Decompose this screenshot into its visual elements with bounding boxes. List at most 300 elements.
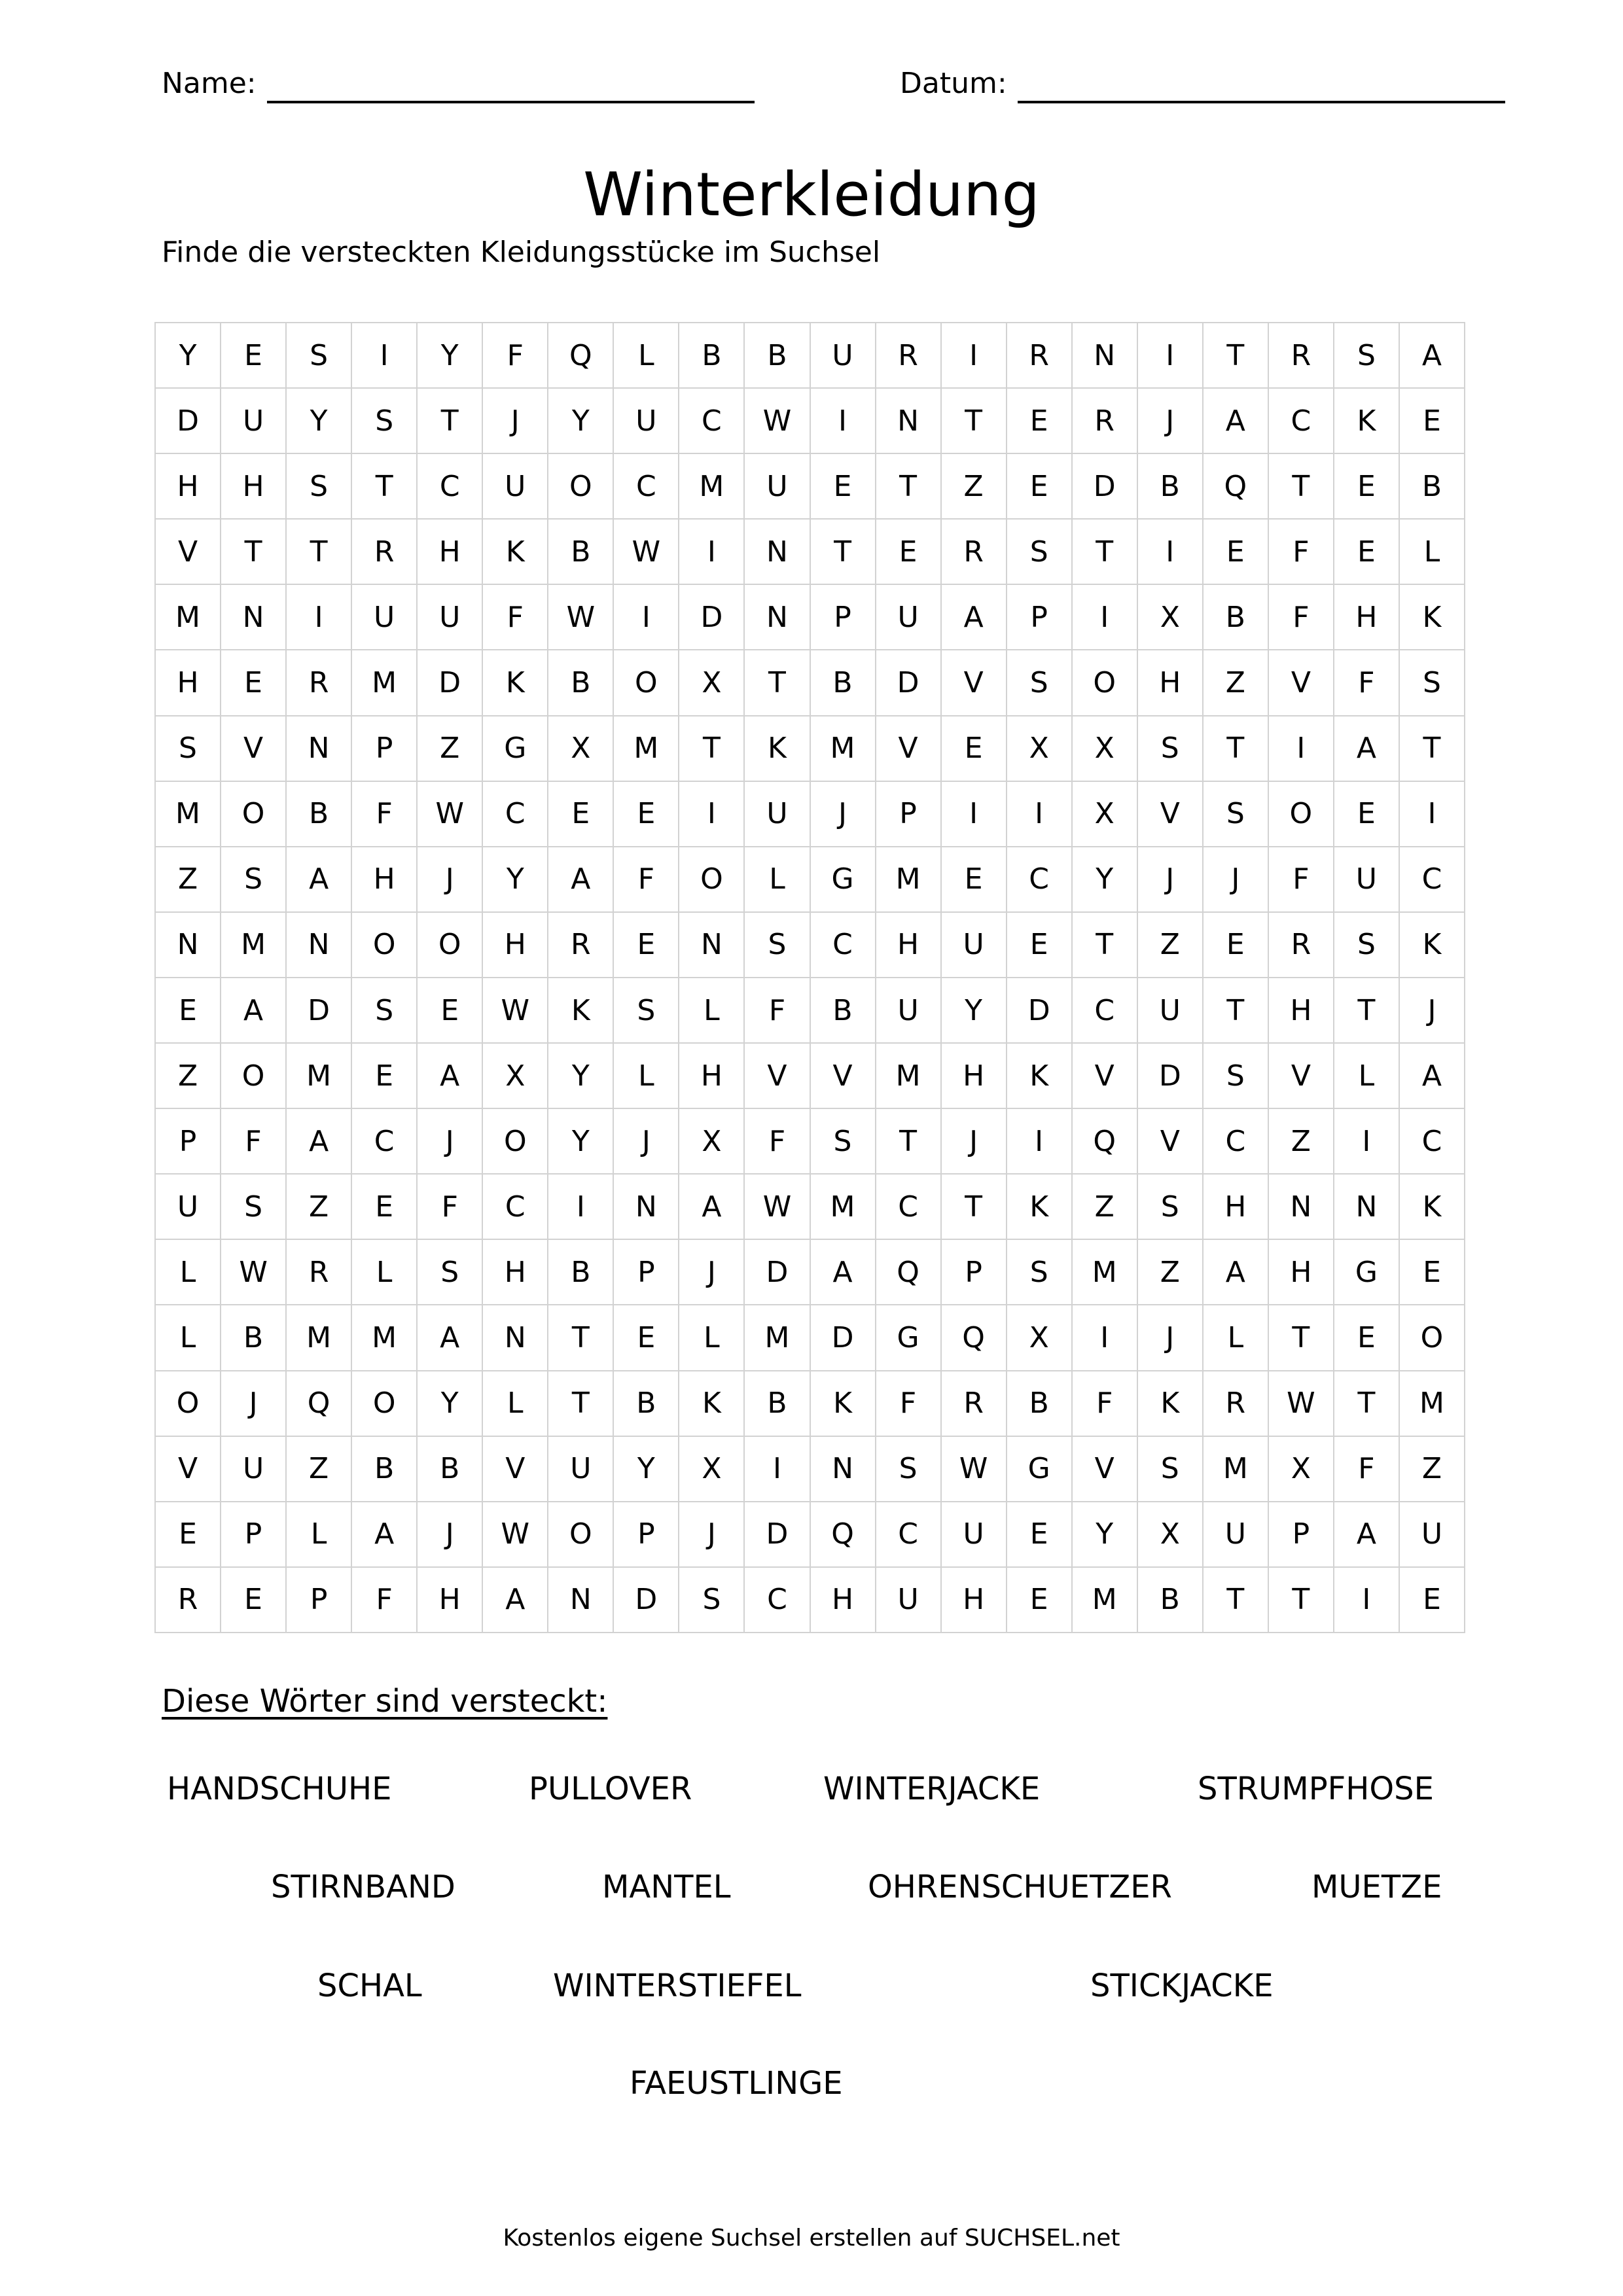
grid-cell[interactable]: E bbox=[614, 782, 679, 847]
grid-cell[interactable]: U bbox=[1400, 1502, 1465, 1568]
grid-cell[interactable]: J bbox=[418, 1109, 483, 1174]
grid-cell[interactable]: P bbox=[352, 716, 418, 782]
grid-cell[interactable]: J bbox=[1138, 389, 1204, 454]
grid-cell[interactable]: K bbox=[1400, 585, 1465, 650]
grid-cell[interactable]: D bbox=[679, 585, 745, 650]
grid-cell[interactable]: Z bbox=[418, 716, 483, 782]
grid-cell[interactable]: P bbox=[614, 1502, 679, 1568]
grid-cell[interactable]: E bbox=[942, 716, 1007, 782]
grid-cell[interactable]: J bbox=[483, 389, 548, 454]
grid-cell[interactable]: E bbox=[1400, 389, 1465, 454]
grid-cell[interactable]: V bbox=[745, 1044, 810, 1109]
grid-cell[interactable]: F bbox=[614, 847, 679, 913]
grid-cell[interactable]: T bbox=[287, 520, 352, 585]
grid-cell[interactable]: O bbox=[679, 847, 745, 913]
grid-cell[interactable]: M bbox=[156, 782, 221, 847]
grid-cell[interactable]: M bbox=[1073, 1240, 1138, 1305]
grid-cell[interactable]: I bbox=[1007, 1109, 1073, 1174]
grid-cell[interactable]: H bbox=[156, 454, 221, 520]
grid-cell[interactable]: P bbox=[876, 782, 942, 847]
grid-cell[interactable]: K bbox=[1007, 1174, 1073, 1240]
grid-cell[interactable]: E bbox=[1007, 1568, 1073, 1633]
grid-cell[interactable]: N bbox=[1269, 1174, 1334, 1240]
grid-cell[interactable]: S bbox=[1007, 1240, 1073, 1305]
grid-cell[interactable]: E bbox=[1007, 454, 1073, 520]
grid-cell[interactable]: G bbox=[1334, 1240, 1400, 1305]
grid-cell[interactable]: D bbox=[745, 1502, 810, 1568]
grid-cell[interactable]: I bbox=[1400, 782, 1465, 847]
grid-cell[interactable]: H bbox=[1269, 978, 1334, 1044]
grid-cell[interactable]: V bbox=[1138, 1109, 1204, 1174]
grid-cell[interactable]: O bbox=[548, 1502, 614, 1568]
grid-cell[interactable]: L bbox=[483, 1371, 548, 1437]
grid-cell[interactable]: J bbox=[679, 1240, 745, 1305]
grid-cell[interactable]: D bbox=[1007, 978, 1073, 1044]
grid-cell[interactable]: B bbox=[1138, 1568, 1204, 1633]
grid-cell[interactable]: Q bbox=[876, 1240, 942, 1305]
grid-cell[interactable]: S bbox=[1138, 1174, 1204, 1240]
grid-cell[interactable]: A bbox=[1400, 323, 1465, 389]
grid-cell[interactable]: K bbox=[483, 650, 548, 716]
grid-cell[interactable]: O bbox=[352, 1371, 418, 1437]
grid-cell[interactable]: T bbox=[679, 716, 745, 782]
name-field[interactable] bbox=[162, 64, 755, 103]
grid-cell[interactable]: J bbox=[1204, 847, 1269, 913]
grid-cell[interactable]: P bbox=[1007, 585, 1073, 650]
grid-cell[interactable]: V bbox=[1073, 1437, 1138, 1502]
grid-cell[interactable]: C bbox=[483, 782, 548, 847]
grid-cell[interactable]: Z bbox=[1138, 1240, 1204, 1305]
grid-cell[interactable]: U bbox=[876, 978, 942, 1044]
grid-cell[interactable]: T bbox=[1269, 1305, 1334, 1371]
grid-cell[interactable]: W bbox=[1269, 1371, 1334, 1437]
grid-cell[interactable]: D bbox=[614, 1568, 679, 1633]
grid-cell[interactable]: S bbox=[745, 913, 810, 978]
grid-cell[interactable]: F bbox=[418, 1174, 483, 1240]
grid-cell[interactable]: B bbox=[679, 323, 745, 389]
grid-cell[interactable]: M bbox=[745, 1305, 810, 1371]
grid-cell[interactable]: W bbox=[942, 1437, 1007, 1502]
grid-cell[interactable]: E bbox=[1007, 913, 1073, 978]
grid-cell[interactable]: N bbox=[548, 1568, 614, 1633]
grid-cell[interactable]: R bbox=[1073, 389, 1138, 454]
grid-cell[interactable]: E bbox=[221, 1568, 287, 1633]
grid-cell[interactable]: B bbox=[745, 323, 810, 389]
grid-cell[interactable]: S bbox=[352, 389, 418, 454]
grid-cell[interactable]: P bbox=[287, 1568, 352, 1633]
grid-cell[interactable]: O bbox=[1400, 1305, 1465, 1371]
grid-cell[interactable]: U bbox=[942, 1502, 1007, 1568]
grid-cell[interactable]: T bbox=[1073, 913, 1138, 978]
grid-cell[interactable]: V bbox=[1138, 782, 1204, 847]
grid-cell[interactable]: F bbox=[352, 1568, 418, 1633]
grid-cell[interactable]: U bbox=[745, 454, 810, 520]
grid-cell[interactable]: T bbox=[942, 1174, 1007, 1240]
grid-cell[interactable]: I bbox=[679, 782, 745, 847]
grid-cell[interactable]: U bbox=[942, 913, 1007, 978]
grid-cell[interactable]: F bbox=[1269, 847, 1334, 913]
grid-cell[interactable]: G bbox=[483, 716, 548, 782]
grid-cell[interactable]: H bbox=[418, 520, 483, 585]
grid-cell[interactable]: N bbox=[483, 1305, 548, 1371]
grid-cell[interactable]: I bbox=[745, 1437, 810, 1502]
grid-cell[interactable]: F bbox=[745, 1109, 810, 1174]
grid-cell[interactable]: Q bbox=[287, 1371, 352, 1437]
grid-cell[interactable]: I bbox=[811, 389, 876, 454]
grid-cell[interactable]: J bbox=[679, 1502, 745, 1568]
grid-cell[interactable]: R bbox=[156, 1568, 221, 1633]
grid-cell[interactable]: T bbox=[1073, 520, 1138, 585]
grid-cell[interactable]: T bbox=[876, 454, 942, 520]
grid-cell[interactable]: O bbox=[418, 913, 483, 978]
grid-cell[interactable]: A bbox=[352, 1502, 418, 1568]
grid-cell[interactable]: B bbox=[811, 650, 876, 716]
grid-cell[interactable]: N bbox=[811, 1437, 876, 1502]
grid-cell[interactable]: F bbox=[1073, 1371, 1138, 1437]
grid-cell[interactable]: U bbox=[221, 389, 287, 454]
grid-cell[interactable]: K bbox=[679, 1371, 745, 1437]
grid-cell[interactable]: B bbox=[1138, 454, 1204, 520]
grid-cell[interactable]: D bbox=[287, 978, 352, 1044]
grid-cell[interactable]: A bbox=[483, 1568, 548, 1633]
grid-cell[interactable]: C bbox=[1204, 1109, 1269, 1174]
grid-cell[interactable]: K bbox=[811, 1371, 876, 1437]
grid-cell[interactable]: E bbox=[942, 847, 1007, 913]
grid-cell[interactable]: Z bbox=[287, 1437, 352, 1502]
grid-cell[interactable]: V bbox=[1073, 1044, 1138, 1109]
grid-cell[interactable]: A bbox=[679, 1174, 745, 1240]
grid-cell[interactable]: I bbox=[352, 323, 418, 389]
grid-cell[interactable]: X bbox=[1138, 585, 1204, 650]
grid-cell[interactable]: Y bbox=[942, 978, 1007, 1044]
grid-cell[interactable]: W bbox=[614, 520, 679, 585]
grid-cell[interactable]: C bbox=[1007, 847, 1073, 913]
grid-cell[interactable]: L bbox=[1400, 520, 1465, 585]
grid-cell[interactable]: C bbox=[679, 389, 745, 454]
grid-cell[interactable]: J bbox=[1138, 847, 1204, 913]
grid-cell[interactable]: N bbox=[679, 913, 745, 978]
grid-cell[interactable]: M bbox=[352, 1305, 418, 1371]
grid-cell[interactable]: T bbox=[1334, 978, 1400, 1044]
grid-cell[interactable]: W bbox=[483, 1502, 548, 1568]
grid-cell[interactable]: P bbox=[156, 1109, 221, 1174]
grid-cell[interactable]: E bbox=[1334, 1305, 1400, 1371]
grid-cell[interactable]: Y bbox=[483, 847, 548, 913]
grid-cell[interactable]: F bbox=[483, 585, 548, 650]
grid-cell[interactable]: F bbox=[352, 782, 418, 847]
grid-cell[interactable]: V bbox=[942, 650, 1007, 716]
grid-cell[interactable]: W bbox=[221, 1240, 287, 1305]
grid-cell[interactable]: K bbox=[1400, 913, 1465, 978]
grid-cell[interactable]: K bbox=[1334, 389, 1400, 454]
grid-cell[interactable]: A bbox=[1334, 716, 1400, 782]
grid-cell[interactable]: K bbox=[548, 978, 614, 1044]
grid-cell[interactable]: M bbox=[287, 1044, 352, 1109]
grid-cell[interactable]: Z bbox=[1400, 1437, 1465, 1502]
grid-cell[interactable]: E bbox=[811, 454, 876, 520]
grid-cell[interactable]: H bbox=[1334, 585, 1400, 650]
grid-cell[interactable]: A bbox=[221, 978, 287, 1044]
grid-cell[interactable]: O bbox=[483, 1109, 548, 1174]
grid-cell[interactable]: H bbox=[221, 454, 287, 520]
grid-cell[interactable]: A bbox=[418, 1044, 483, 1109]
grid-cell[interactable]: U bbox=[156, 1174, 221, 1240]
grid-cell[interactable]: I bbox=[1007, 782, 1073, 847]
date-field[interactable] bbox=[900, 64, 1505, 103]
grid-cell[interactable]: S bbox=[1204, 782, 1269, 847]
grid-cell[interactable]: E bbox=[1204, 913, 1269, 978]
grid-cell[interactable]: P bbox=[614, 1240, 679, 1305]
grid-cell[interactable]: S bbox=[1400, 650, 1465, 716]
grid-cell[interactable]: P bbox=[1269, 1502, 1334, 1568]
grid-cell[interactable]: F bbox=[1269, 585, 1334, 650]
grid-cell[interactable]: W bbox=[418, 782, 483, 847]
grid-cell[interactable]: M bbox=[876, 847, 942, 913]
grid-cell[interactable]: Z bbox=[1269, 1109, 1334, 1174]
grid-cell[interactable]: X bbox=[483, 1044, 548, 1109]
grid-cell[interactable]: D bbox=[745, 1240, 810, 1305]
grid-cell[interactable]: N bbox=[614, 1174, 679, 1240]
grid-cell[interactable]: X bbox=[1007, 1305, 1073, 1371]
grid-cell[interactable]: A bbox=[287, 847, 352, 913]
grid-cell[interactable]: B bbox=[548, 520, 614, 585]
grid-cell[interactable]: Z bbox=[1138, 913, 1204, 978]
grid-cell[interactable]: D bbox=[876, 650, 942, 716]
grid-cell[interactable]: N bbox=[287, 716, 352, 782]
grid-cell[interactable]: X bbox=[1269, 1437, 1334, 1502]
grid-cell[interactable]: O bbox=[352, 913, 418, 978]
grid-cell[interactable]: M bbox=[352, 650, 418, 716]
grid-cell[interactable]: V bbox=[156, 520, 221, 585]
grid-cell[interactable]: T bbox=[942, 389, 1007, 454]
grid-cell[interactable]: S bbox=[287, 323, 352, 389]
grid-cell[interactable]: K bbox=[745, 716, 810, 782]
grid-cell[interactable]: L bbox=[352, 1240, 418, 1305]
grid-cell[interactable]: S bbox=[1138, 1437, 1204, 1502]
grid-cell[interactable]: I bbox=[614, 585, 679, 650]
grid-cell[interactable]: H bbox=[1269, 1240, 1334, 1305]
grid-cell[interactable]: F bbox=[1334, 1437, 1400, 1502]
grid-cell[interactable]: T bbox=[811, 520, 876, 585]
grid-cell[interactable]: S bbox=[1334, 323, 1400, 389]
grid-cell[interactable]: E bbox=[352, 1174, 418, 1240]
grid-cell[interactable]: U bbox=[876, 1568, 942, 1633]
grid-cell[interactable]: W bbox=[483, 978, 548, 1044]
grid-cell[interactable]: J bbox=[614, 1109, 679, 1174]
grid-cell[interactable]: T bbox=[1204, 978, 1269, 1044]
grid-cell[interactable]: O bbox=[548, 454, 614, 520]
grid-cell[interactable]: Y bbox=[614, 1437, 679, 1502]
grid-cell[interactable]: V bbox=[156, 1437, 221, 1502]
grid-cell[interactable]: B bbox=[352, 1437, 418, 1502]
grid-cell[interactable]: E bbox=[352, 1044, 418, 1109]
grid-cell[interactable]: B bbox=[614, 1371, 679, 1437]
grid-cell[interactable]: T bbox=[548, 1371, 614, 1437]
grid-cell[interactable]: Y bbox=[418, 1371, 483, 1437]
grid-cell[interactable]: M bbox=[156, 585, 221, 650]
grid-cell[interactable]: U bbox=[876, 585, 942, 650]
grid-cell[interactable]: E bbox=[156, 1502, 221, 1568]
grid-cell[interactable]: M bbox=[614, 716, 679, 782]
grid-cell[interactable]: K bbox=[1400, 1174, 1465, 1240]
grid-cell[interactable]: T bbox=[1204, 716, 1269, 782]
grid-cell[interactable]: M bbox=[1400, 1371, 1465, 1437]
grid-cell[interactable]: S bbox=[679, 1568, 745, 1633]
grid-cell[interactable]: X bbox=[679, 1437, 745, 1502]
grid-cell[interactable]: H bbox=[942, 1568, 1007, 1633]
grid-cell[interactable]: J bbox=[942, 1109, 1007, 1174]
grid-cell[interactable]: E bbox=[1334, 454, 1400, 520]
grid-cell[interactable]: H bbox=[483, 1240, 548, 1305]
grid-cell[interactable]: V bbox=[1269, 1044, 1334, 1109]
grid-cell[interactable]: C bbox=[614, 454, 679, 520]
grid-cell[interactable]: R bbox=[287, 1240, 352, 1305]
grid-cell[interactable]: E bbox=[221, 650, 287, 716]
grid-cell[interactable]: Y bbox=[1073, 847, 1138, 913]
grid-cell[interactable]: N bbox=[287, 913, 352, 978]
grid-cell[interactable]: Q bbox=[1073, 1109, 1138, 1174]
grid-cell[interactable]: N bbox=[1334, 1174, 1400, 1240]
grid-cell[interactable]: X bbox=[1007, 716, 1073, 782]
grid-cell[interactable]: U bbox=[1334, 847, 1400, 913]
grid-cell[interactable]: P bbox=[811, 585, 876, 650]
grid-cell[interactable]: G bbox=[811, 847, 876, 913]
grid-cell[interactable]: V bbox=[1269, 650, 1334, 716]
grid-cell[interactable]: S bbox=[221, 847, 287, 913]
grid-cell[interactable]: U bbox=[483, 454, 548, 520]
grid-cell[interactable]: R bbox=[1269, 323, 1334, 389]
grid-cell[interactable]: C bbox=[352, 1109, 418, 1174]
grid-cell[interactable]: J bbox=[418, 1502, 483, 1568]
grid-cell[interactable]: K bbox=[483, 520, 548, 585]
grid-cell[interactable]: E bbox=[1334, 782, 1400, 847]
grid-cell[interactable]: E bbox=[1400, 1240, 1465, 1305]
grid-cell[interactable]: A bbox=[287, 1109, 352, 1174]
grid-cell[interactable]: V bbox=[483, 1437, 548, 1502]
grid-cell[interactable]: X bbox=[679, 650, 745, 716]
grid-cell[interactable]: I bbox=[1334, 1109, 1400, 1174]
grid-cell[interactable]: Q bbox=[548, 323, 614, 389]
grid-cell[interactable]: S bbox=[156, 716, 221, 782]
grid-cell[interactable]: V bbox=[221, 716, 287, 782]
grid-cell[interactable]: E bbox=[614, 913, 679, 978]
grid-cell[interactable]: M bbox=[221, 913, 287, 978]
grid-cell[interactable]: B bbox=[811, 978, 876, 1044]
grid-cell[interactable]: M bbox=[1073, 1568, 1138, 1633]
grid-cell[interactable]: H bbox=[1138, 650, 1204, 716]
grid-cell[interactable]: U bbox=[1138, 978, 1204, 1044]
grid-cell[interactable]: I bbox=[1269, 716, 1334, 782]
grid-cell[interactable]: S bbox=[418, 1240, 483, 1305]
grid-cell[interactable]: E bbox=[548, 782, 614, 847]
grid-cell[interactable]: X bbox=[1073, 716, 1138, 782]
grid-cell[interactable]: E bbox=[876, 520, 942, 585]
grid-cell[interactable]: N bbox=[745, 520, 810, 585]
grid-cell[interactable]: Y bbox=[548, 1044, 614, 1109]
grid-cell[interactable]: S bbox=[876, 1437, 942, 1502]
grid-cell[interactable]: N bbox=[876, 389, 942, 454]
grid-cell[interactable]: Z bbox=[1073, 1174, 1138, 1240]
grid-cell[interactable]: C bbox=[811, 913, 876, 978]
grid-cell[interactable]: Y bbox=[287, 389, 352, 454]
grid-cell[interactable]: M bbox=[811, 716, 876, 782]
grid-cell[interactable]: U bbox=[548, 1437, 614, 1502]
grid-cell[interactable]: S bbox=[1007, 520, 1073, 585]
grid-cell[interactable]: E bbox=[418, 978, 483, 1044]
grid-cell[interactable]: O bbox=[156, 1371, 221, 1437]
grid-cell[interactable]: H bbox=[352, 847, 418, 913]
grid-cell[interactable]: X bbox=[548, 716, 614, 782]
grid-cell[interactable]: E bbox=[614, 1305, 679, 1371]
grid-cell[interactable]: I bbox=[1138, 323, 1204, 389]
grid-cell[interactable]: X bbox=[1138, 1502, 1204, 1568]
grid-cell[interactable]: S bbox=[614, 978, 679, 1044]
grid-cell[interactable]: E bbox=[1007, 389, 1073, 454]
grid-cell[interactable]: D bbox=[811, 1305, 876, 1371]
grid-cell[interactable]: Q bbox=[942, 1305, 1007, 1371]
grid-cell[interactable]: I bbox=[1334, 1568, 1400, 1633]
grid-cell[interactable]: M bbox=[1204, 1437, 1269, 1502]
grid-cell[interactable]: I bbox=[287, 585, 352, 650]
grid-cell[interactable]: O bbox=[614, 650, 679, 716]
grid-cell[interactable]: C bbox=[1073, 978, 1138, 1044]
name-line[interactable] bbox=[267, 72, 755, 103]
grid-cell[interactable]: T bbox=[1204, 323, 1269, 389]
grid-cell[interactable]: S bbox=[1007, 650, 1073, 716]
grid-cell[interactable]: F bbox=[221, 1109, 287, 1174]
grid-cell[interactable]: I bbox=[1138, 520, 1204, 585]
grid-cell[interactable]: M bbox=[287, 1305, 352, 1371]
grid-cell[interactable]: R bbox=[942, 1371, 1007, 1437]
grid-cell[interactable]: U bbox=[418, 585, 483, 650]
grid-cell[interactable]: B bbox=[548, 1240, 614, 1305]
grid-cell[interactable]: E bbox=[156, 978, 221, 1044]
grid-cell[interactable]: L bbox=[156, 1240, 221, 1305]
grid-cell[interactable]: F bbox=[876, 1371, 942, 1437]
grid-cell[interactable]: R bbox=[942, 520, 1007, 585]
grid-cell[interactable]: U bbox=[614, 389, 679, 454]
grid-cell[interactable]: B bbox=[287, 782, 352, 847]
grid-cell[interactable]: H bbox=[876, 913, 942, 978]
grid-cell[interactable]: L bbox=[1334, 1044, 1400, 1109]
grid-cell[interactable]: Z bbox=[942, 454, 1007, 520]
grid-cell[interactable]: U bbox=[811, 323, 876, 389]
grid-cell[interactable]: F bbox=[1334, 650, 1400, 716]
grid-cell[interactable]: H bbox=[156, 650, 221, 716]
grid-cell[interactable]: Y bbox=[418, 323, 483, 389]
grid-cell[interactable]: B bbox=[1007, 1371, 1073, 1437]
grid-cell[interactable]: T bbox=[876, 1109, 942, 1174]
grid-cell[interactable]: N bbox=[156, 913, 221, 978]
grid-cell[interactable]: R bbox=[1007, 323, 1073, 389]
grid-cell[interactable]: C bbox=[876, 1174, 942, 1240]
date-line[interactable] bbox=[1018, 72, 1505, 103]
grid-cell[interactable]: O bbox=[1073, 650, 1138, 716]
grid-cell[interactable]: B bbox=[1400, 454, 1465, 520]
grid-cell[interactable]: U bbox=[352, 585, 418, 650]
grid-cell[interactable]: N bbox=[745, 585, 810, 650]
grid-cell[interactable]: W bbox=[745, 1174, 810, 1240]
grid-cell[interactable]: F bbox=[483, 323, 548, 389]
grid-cell[interactable]: J bbox=[811, 782, 876, 847]
grid-cell[interactable]: R bbox=[1269, 913, 1334, 978]
grid-cell[interactable]: G bbox=[876, 1305, 942, 1371]
grid-cell[interactable]: C bbox=[418, 454, 483, 520]
grid-cell[interactable]: K bbox=[1007, 1044, 1073, 1109]
grid-cell[interactable]: Y bbox=[156, 323, 221, 389]
grid-cell[interactable]: A bbox=[1204, 389, 1269, 454]
grid-cell[interactable]: T bbox=[548, 1305, 614, 1371]
